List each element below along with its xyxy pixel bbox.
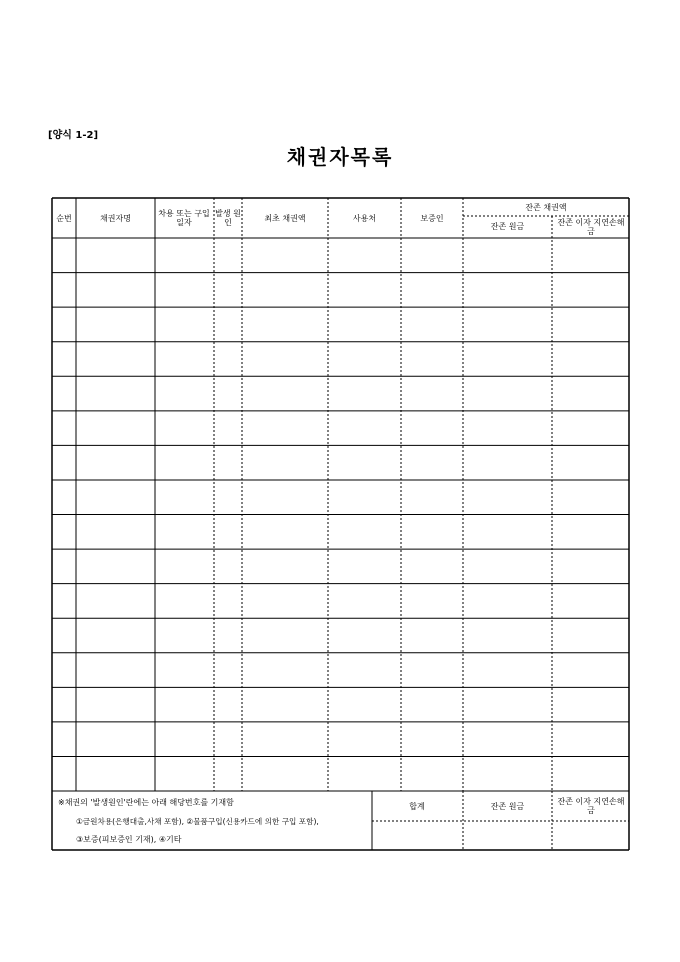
page-title: 채권자목록 (286, 145, 394, 169)
form-code: [양식 1-2] (48, 130, 99, 141)
header-initial-amount: 최초 채권액 (264, 213, 306, 223)
footer-total-label: 합계 (409, 801, 425, 811)
header-creditor-name: 채권자명 (100, 213, 131, 223)
footer-note-line2: ①금원차용(은행대출,사채 포함), ②물품구입(신용카드에 의한 구입 포함), (76, 817, 319, 826)
header-remaining-principal: 잔존 원금 (490, 222, 525, 231)
footer-principal-label: 잔존 원금 (490, 801, 525, 811)
header-borrow-date: 차용 또는 구입일자 (158, 209, 210, 227)
footer-note-line3: ③보증(피보증인 기재), ④기타 (76, 835, 182, 844)
header-use: 사용처 (352, 213, 377, 223)
footer-note-line1: ※채권의 '발생원인'란에는 아래 해당번호를 기재함 (58, 798, 234, 807)
header-remaining-group: 잔존 채권액 (525, 202, 567, 212)
footer-interest-label: 잔존 이자 지연손해금 (557, 797, 625, 815)
header-guarantor: 보증인 (420, 213, 444, 223)
header-seq: 순번 (56, 213, 72, 223)
header-remaining-interest: 잔존 이자 지연손해금 (557, 217, 625, 236)
header-cause: 발생 원인 (215, 209, 241, 227)
